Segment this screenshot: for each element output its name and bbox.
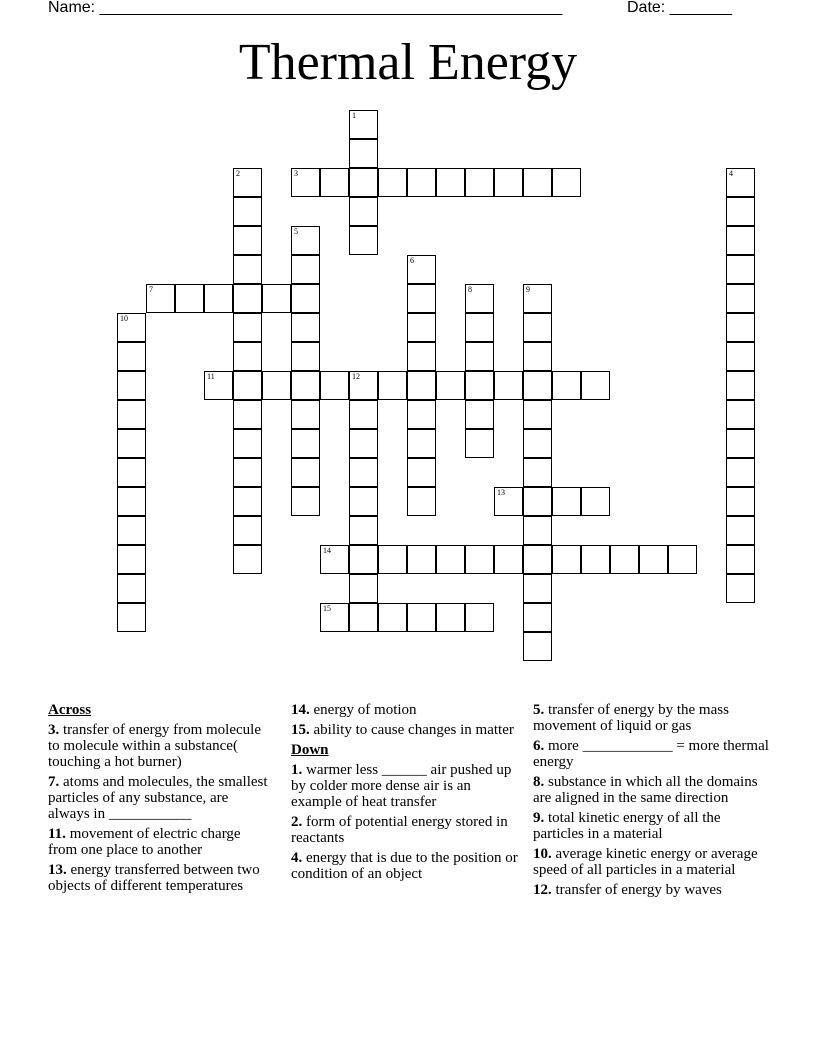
grid-cell[interactable] (349, 400, 378, 429)
grid-cell[interactable] (523, 632, 552, 661)
grid-cell[interactable] (117, 603, 146, 632)
grid-cell[interactable] (117, 516, 146, 545)
grid-cell[interactable] (349, 371, 378, 400)
grid-cell[interactable] (523, 574, 552, 603)
grid-cell[interactable] (349, 545, 378, 574)
grid-cell[interactable] (465, 545, 494, 574)
grid-cell[interactable] (117, 400, 146, 429)
grid-cell[interactable] (494, 371, 523, 400)
grid-cell[interactable] (233, 429, 262, 458)
grid-cell[interactable] (233, 545, 262, 574)
grid-cell[interactable] (117, 371, 146, 400)
page-title: Thermal Energy (238, 34, 578, 91)
grid-cell[interactable] (378, 545, 407, 574)
clue-across-3: 3. transfer of energy from molecule to molecule within a substance( touching a hot burner) (48, 722, 261, 770)
grid-cell[interactable] (349, 487, 378, 516)
grid-cell[interactable] (726, 226, 755, 255)
grid-cell[interactable] (726, 400, 755, 429)
grid-cell[interactable] (465, 313, 494, 342)
grid-cell[interactable] (581, 371, 610, 400)
clue-across-13: 13. energy transferred between two objects of different temperatures (48, 862, 260, 894)
grid-cell[interactable] (668, 545, 697, 574)
clue-number: 5 (294, 227, 298, 236)
grid-cell[interactable] (320, 168, 349, 197)
grid-cell[interactable] (291, 400, 320, 429)
grid-cell[interactable] (233, 516, 262, 545)
name-field[interactable]: Name: ____________________________________________________ (48, 0, 563, 16)
grid-cell[interactable] (523, 429, 552, 458)
grid-cell[interactable] (523, 342, 552, 371)
grid-cell[interactable] (233, 197, 262, 226)
grid-cell[interactable] (291, 226, 320, 255)
grid-cell[interactable] (320, 545, 349, 574)
grid-cell[interactable] (204, 284, 233, 313)
grid-cell[interactable] (639, 545, 668, 574)
grid-cell[interactable] (117, 458, 146, 487)
grid-cell[interactable] (726, 574, 755, 603)
grid-cell[interactable] (726, 255, 755, 284)
grid-cell[interactable] (465, 371, 494, 400)
grid-cell[interactable] (726, 168, 755, 197)
grid-cell[interactable] (407, 400, 436, 429)
grid-cell[interactable] (523, 458, 552, 487)
grid-cell[interactable] (291, 284, 320, 313)
grid-cell[interactable] (552, 487, 581, 516)
grid-cell[interactable] (204, 371, 233, 400)
grid-cell[interactable] (262, 371, 291, 400)
grid-cell[interactable] (523, 545, 552, 574)
grid-cell[interactable] (465, 400, 494, 429)
grid-cell[interactable] (726, 429, 755, 458)
grid-cell[interactable] (494, 168, 523, 197)
grid-cell[interactable] (233, 226, 262, 255)
grid-cell[interactable] (407, 487, 436, 516)
clue-number: 1 (352, 111, 356, 120)
date-field[interactable]: Date: _______ (627, 0, 732, 16)
clue-across-14: 14. energy of motion (291, 702, 417, 718)
clue-down-10: 10. average kinetic energy or average speed of all particles in a material (533, 846, 758, 878)
grid-cell[interactable] (552, 168, 581, 197)
clue-down-2: 2. form of potential energy stored in reactants (291, 814, 508, 846)
grid-cell[interactable] (465, 603, 494, 632)
grid-cell[interactable] (726, 313, 755, 342)
clue-number: 15 (323, 604, 331, 613)
grid-cell[interactable] (523, 400, 552, 429)
grid-cell[interactable] (233, 487, 262, 516)
grid-cell[interactable] (233, 255, 262, 284)
grid-cell[interactable] (233, 400, 262, 429)
grid-cell[interactable] (726, 545, 755, 574)
grid-cell[interactable] (291, 371, 320, 400)
clue-column-2 (291, 702, 519, 886)
grid-cell[interactable] (233, 168, 262, 197)
down-heading: Down (291, 742, 329, 758)
grid-cell[interactable] (291, 313, 320, 342)
grid-cell[interactable] (378, 371, 407, 400)
grid-cell[interactable] (581, 487, 610, 516)
grid-cell[interactable] (523, 487, 552, 516)
clue-down-8: 8. substance in which all the domains are aligned in the same direction (533, 774, 758, 806)
grid-cell[interactable] (291, 458, 320, 487)
grid-cell[interactable] (407, 255, 436, 284)
grid-cell[interactable] (726, 342, 755, 371)
grid-cell[interactable] (262, 284, 291, 313)
across-heading: Across (48, 702, 92, 718)
clue-down-5: 5. transfer of energy by the mass movement of liquid or gas (533, 702, 729, 734)
grid-cell[interactable] (117, 342, 146, 371)
clue-number: 4 (729, 169, 733, 178)
grid-cell[interactable] (117, 429, 146, 458)
grid-cell[interactable] (465, 342, 494, 371)
grid-cell[interactable] (436, 168, 465, 197)
grid-cell[interactable] (117, 574, 146, 603)
grid-cell[interactable] (523, 516, 552, 545)
grid-cell[interactable] (494, 545, 523, 574)
grid-cell[interactable] (407, 371, 436, 400)
clue-number: 8 (468, 285, 472, 294)
grid-cell[interactable] (378, 603, 407, 632)
grid-cell[interactable] (523, 313, 552, 342)
grid-cell[interactable] (552, 545, 581, 574)
grid-cell[interactable] (349, 226, 378, 255)
grid-cell[interactable] (407, 603, 436, 632)
grid-cell[interactable] (233, 284, 262, 313)
grid-cell[interactable] (233, 371, 262, 400)
grid-cell[interactable] (349, 168, 378, 197)
grid-cell[interactable] (349, 110, 378, 139)
grid-cell[interactable] (436, 371, 465, 400)
grid-cell[interactable] (407, 342, 436, 371)
grid-cell[interactable] (349, 139, 378, 168)
clue-number: 14 (323, 546, 331, 555)
clue-number: 10 (120, 314, 128, 323)
grid-cell[interactable] (378, 168, 407, 197)
grid-cell[interactable] (494, 487, 523, 516)
clue-number: 7 (149, 285, 153, 294)
grid-cell[interactable] (349, 429, 378, 458)
grid-cell[interactable] (291, 487, 320, 516)
clue-number: 2 (236, 169, 240, 178)
grid-cell[interactable] (349, 458, 378, 487)
grid-cell[interactable] (117, 313, 146, 342)
grid-cell[interactable] (581, 545, 610, 574)
grid-cell[interactable] (407, 545, 436, 574)
grid-cell[interactable] (726, 458, 755, 487)
grid-cell[interactable] (291, 429, 320, 458)
grid-cell[interactable] (407, 284, 436, 313)
grid-cell[interactable] (465, 168, 494, 197)
grid-cell[interactable] (523, 371, 552, 400)
grid-cell[interactable] (552, 371, 581, 400)
grid-cell[interactable] (175, 284, 204, 313)
grid-cell[interactable] (117, 487, 146, 516)
grid-cell[interactable] (726, 487, 755, 516)
clue-number: 9 (526, 285, 530, 294)
grid-cell[interactable] (233, 342, 262, 371)
clue-column-1 (48, 702, 273, 898)
grid-cell[interactable] (291, 342, 320, 371)
grid-cell[interactable] (726, 516, 755, 545)
clue-across-15: 15. ability to cause changes in matter (291, 722, 514, 738)
grid-cell[interactable] (233, 313, 262, 342)
grid-cell[interactable] (465, 429, 494, 458)
clue-down-4: 4. energy that is due to the position or condition of an object (291, 850, 518, 882)
grid-cell[interactable] (349, 603, 378, 632)
clue-number: 6 (410, 256, 414, 265)
grid-cell[interactable] (349, 516, 378, 545)
grid-cell[interactable] (523, 168, 552, 197)
grid-cell[interactable] (407, 313, 436, 342)
clue-down-6: 6. more ____________ = more thermal energy (533, 738, 769, 770)
grid-cell[interactable] (436, 545, 465, 574)
clue-down-9: 9. total kinetic energy of all the particles in a material (533, 810, 721, 842)
grid-cell[interactable] (726, 371, 755, 400)
clue-across-11: 11. movement of electric charge from one place to another (48, 826, 241, 858)
clue-column-3 (533, 702, 769, 902)
grid-cell[interactable] (320, 371, 349, 400)
clue-across-7: 7. atoms and molecules, the smallest particles of any substance, are always in ___________ (48, 774, 268, 822)
grid-cell[interactable] (291, 255, 320, 284)
grid-cell[interactable] (523, 603, 552, 632)
grid-cell[interactable] (146, 284, 175, 313)
grid-cell[interactable] (436, 603, 465, 632)
grid-cell[interactable] (117, 545, 146, 574)
clue-number: 12 (352, 372, 360, 381)
grid-cell[interactable] (407, 429, 436, 458)
grid-cell[interactable] (291, 168, 320, 197)
grid-cell[interactable] (523, 284, 552, 313)
grid-cell[interactable] (349, 197, 378, 226)
clue-number: 11 (207, 372, 215, 381)
grid-cell[interactable] (726, 197, 755, 226)
grid-cell[interactable] (349, 574, 378, 603)
grid-cell[interactable] (407, 458, 436, 487)
clue-down-12: 12. transfer of energy by waves (533, 882, 722, 898)
grid-cell[interactable] (407, 168, 436, 197)
grid-cell[interactable] (465, 284, 494, 313)
grid-cell[interactable] (610, 545, 639, 574)
clue-number: 13 (497, 488, 505, 497)
clue-down-1: 1. warmer less ______ air pushed up by colder more dense air is an example of heat transfer (291, 762, 512, 810)
grid-cell[interactable] (726, 284, 755, 313)
clue-number: 3 (294, 169, 298, 178)
grid-cell[interactable] (233, 458, 262, 487)
grid-cell[interactable] (320, 603, 349, 632)
